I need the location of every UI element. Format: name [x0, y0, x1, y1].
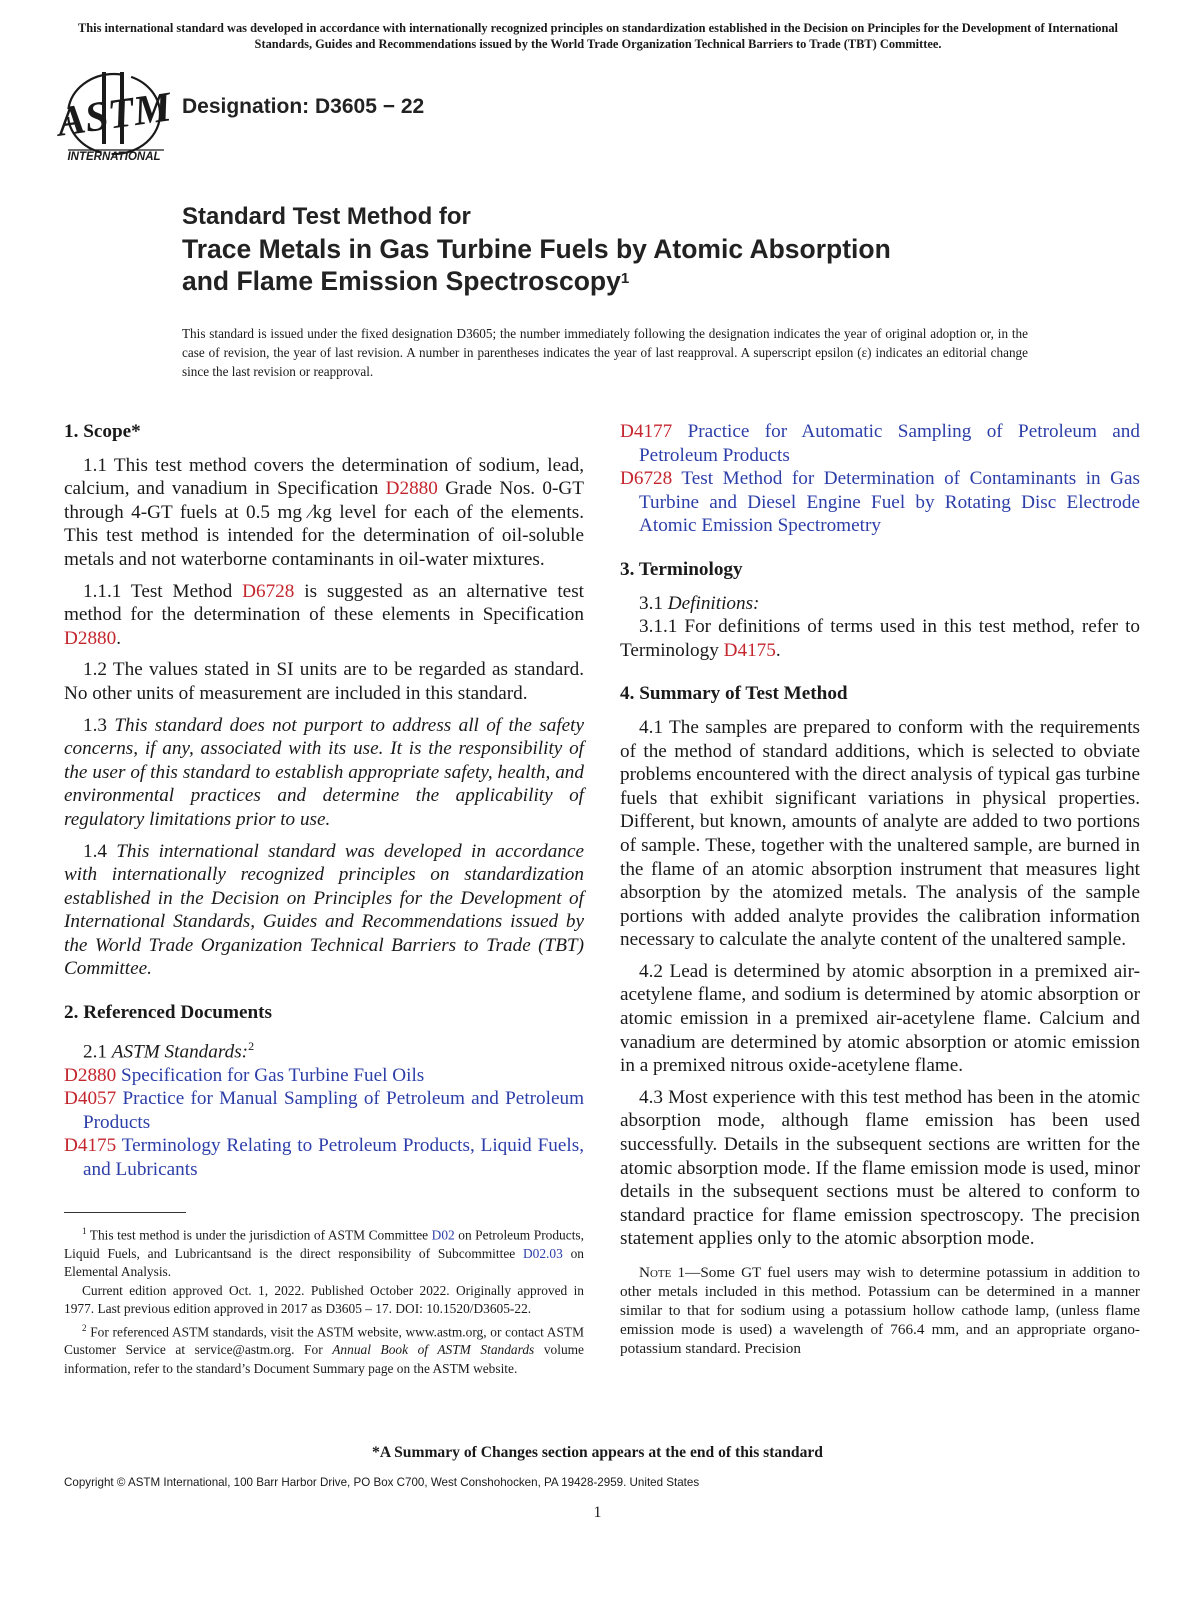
- text: Grade Nos. 0-GT through 4-GT fuels at 0.5 mg ⁄kg level for each of the elements. This test method is intended for the determination of oil-soluble metals and not waterborne contaminants in oil-water mixtures.: [64, 478, 584, 570]
- title-footnote-mark: 1: [620, 270, 630, 287]
- text: .: [775, 639, 781, 661]
- astm-logo: [54, 70, 174, 166]
- title-line-2: Trace Metals in Gas Turbine Fuels by Atomic Absorption: [182, 234, 891, 264]
- text: ASTM Standards:: [111, 1041, 249, 1063]
- text: 2.1: [83, 1041, 112, 1063]
- top-notice: This international standard was developed in accordance with internationally recognized principles on standardization established in the Decision on Principles for the Development of International Standards, Guides and Recommendations issued by the World Trade Organization Technical Barriers to Trade (TBT) Committee.: [77, 21, 1119, 51]
- text: —Some GT fuel users may wish to determine potassium in addition to other metals included in this method. Potassium can be determined in a manner similar to that for sodium using a potassium hollow cathode lamp, (unless flame emission mode is used) a wavelength of 766.4 mm, and an appropriate organo-potassium standard. Precision: [620, 1264, 1140, 1357]
- link-d4175[interactable]: D4175: [723, 639, 776, 661]
- text: This standard does not purport to address all of the safety concerns, if any, associated with its use. It is the responsibility of the user of this standard to establish appropriate safety, health, and environmental practices and determine the applicability of regulatory limitations prior to use.: [64, 714, 585, 830]
- reference-code[interactable]: D6728: [620, 468, 673, 490]
- text: 3.1.1 For definitions of terms used in this test method, refer to Terminology: [620, 616, 1140, 661]
- document-title: [182, 200, 891, 297]
- reference-item[interactable]: [64, 1087, 584, 1134]
- reference-title[interactable]: Practice for Automatic Sampling of Petroleum and Petroleum Products: [639, 421, 1140, 466]
- link-d2880[interactable]: D2880: [64, 627, 117, 649]
- text: is suggested as an alternative test method for the determination of these elements in Specification: [64, 580, 584, 626]
- paragraph-4-1: 4.1 The samples are prepared to conform with the requirements of the method of standard additions, which is selected to obviate problems encountered with the direct analysis of typical gas turbine fuels that exhibit significant variations in physical properties. Different, but known, amounts of analyte are added to two portions of sample. These, together with the unaltered sample, are burned in the flame of an atomic absorption instrument that measures light absorption by the atomized metals. The analysis of the sample portions with added analyte provides the calibration information necessary to calculate the analyte content of the unaltered sample.: [620, 716, 1140, 951]
- paragraph-4-2: 4.2 Lead is determined by atomic absorption in a premixed air-acetylene flame, and sodium is determined by atomic absorption or atomic emission in a premixed air-acetylene flame. Calcium and vanadium are determined by atomic absorption or atomic emission in a premixed nitrous oxide-acetylene flame.: [620, 960, 1140, 1077]
- summary-of-changes-note: *A Summary of Changes section appears at the end of this standard: [372, 1444, 823, 1461]
- footnote-1: [64, 1222, 584, 1282]
- copyright: Copyright © ASTM International, 100 Barr Harbor Drive, PO Box C700, West Conshohocken, PA 19428-2959. United States: [64, 1476, 700, 1489]
- reference-title[interactable]: Test Method for Determination of Contaminants in Gas Turbine and Diesel Engine Fuel by Rotating Disc Electrode Atomic Emission Spectrometry: [639, 468, 1140, 537]
- left-column: [64, 420, 584, 1182]
- text: on Elemental Analysis.: [64, 1245, 584, 1280]
- paragraph-2-1: [64, 1035, 584, 1064]
- paragraph-3-1: [620, 592, 1140, 616]
- reference-item[interactable]: [64, 1134, 584, 1181]
- footnote-mark: 2: [248, 1038, 255, 1053]
- paragraph-1-2: 1.2 The values stated in SI units are to be regarded as standard. No other units of measurement are included in this standard.: [64, 659, 584, 704]
- footnote-1-edition: Current edition approved Oct. 1, 2022. Published October 2022. Originally approved in 1977. Last previous edition approved in 2017 as D3605 – 17. DOI: 10.1520/D3605-22.: [64, 1282, 584, 1317]
- link-d6728[interactable]: D6728: [242, 580, 295, 602]
- text: 1.1.1 Test Method: [83, 580, 243, 602]
- reference-code[interactable]: D4175: [64, 1135, 117, 1157]
- astm-logo-icon: [54, 70, 174, 166]
- link-d2880[interactable]: D2880: [385, 478, 438, 500]
- paragraph-1-1-1: [64, 580, 584, 651]
- text: on Petroleum Products, Liquid Fuels, and Lubricantsand is the direct responsibility of Subcommittee: [64, 1227, 584, 1261]
- title-line-1: Standard Test Method for: [182, 203, 471, 230]
- text: .: [116, 627, 122, 649]
- title-line-3-text: and Flame Emission Spectroscopy: [182, 266, 621, 296]
- reference-code[interactable]: D4057: [64, 1088, 117, 1110]
- footnote-mark: 1: [82, 1226, 87, 1236]
- link-d02[interactable]: D02: [431, 1227, 455, 1243]
- text: For referenced ASTM standards, visit the ASTM website, www.astm.org, or contact ASTM Customer Service at service@astm.org. For: [64, 1323, 584, 1358]
- logo-subtext: INTERNATIONAL: [67, 151, 161, 163]
- paragraph-1-1: [64, 454, 584, 572]
- footnotes: [64, 1222, 584, 1378]
- text: volume information, refer to the standard’s Document Summary page on the ASTM website.: [64, 1342, 584, 1376]
- issuance-statement: This standard is issued under the fixed designation D3605; the number immediately following the designation indicates the year of original adoption or, in the case of revision, the year of last revision. A number in parentheses indicates the year of last reapproval. A superscript epsilon (ε) indicates an editorial change since the last revision or reapproval.: [182, 326, 1028, 379]
- section-heading-terminology: 3. Terminology: [620, 558, 743, 580]
- reference-code[interactable]: D4177: [620, 421, 673, 442]
- footnote-mark: 2: [82, 1322, 87, 1333]
- link-d02-03[interactable]: D02.03: [523, 1245, 563, 1261]
- reference-item[interactable]: [620, 420, 1140, 467]
- text: 1.1 This test method covers the determination of sodium, lead, calcium, and vanadium in Specification: [64, 454, 584, 500]
- reference-title[interactable]: Specification for Gas Turbine Fuel Oils: [116, 1064, 425, 1086]
- text: 3.1: [639, 592, 668, 614]
- text: 1.4: [83, 840, 117, 862]
- note-label: Note 1: [639, 1264, 686, 1281]
- text: 1.3: [83, 714, 115, 736]
- text: Annual Book of ASTM Standards: [332, 1342, 535, 1358]
- title-line-3: [182, 265, 891, 297]
- paragraph-1-3: [64, 714, 584, 832]
- reference-code[interactable]: D2880: [64, 1064, 117, 1086]
- text: This international standard was developed in accordance with internationally recognized principles on standardization established in the Decision on Principles for the Development of International Standards, Guides and Recommendations issued by the World Trade Organization Technical Barriers to Trade (TBT) Committee.: [64, 840, 585, 980]
- right-column: [620, 420, 1140, 1366]
- footnote-2: [64, 1319, 584, 1379]
- reference-title[interactable]: Practice for Manual Sampling of Petroleum and Petroleum Products: [83, 1088, 584, 1133]
- paragraph-4-3: 4.3 Most experience with this test method has been in the atomic absorption mode, although flame emission has been used successfully. Details in the subsequent sections are written for the atomic absorption mode. If the flame emission mode is used, minor details in the subsequent sections must be altered to conform to standard practice for flame emission spectroscopy. The precision statement applies only to the atomic absorption mode.: [620, 1086, 1140, 1250]
- reference-item[interactable]: [620, 467, 1140, 538]
- reference-item[interactable]: [64, 1064, 584, 1088]
- note-1: [620, 1263, 1140, 1358]
- section-heading-referenced-documents: 2. Referenced Documents: [64, 1002, 272, 1024]
- logo-text: ASTM: [54, 84, 174, 146]
- designation: Designation: D3605 − 22: [182, 95, 425, 118]
- text: This test method is under the jurisdiction of ASTM Committee: [86, 1227, 432, 1243]
- paragraph-1-4: [64, 840, 584, 982]
- page-number: 1: [593, 1504, 602, 1521]
- text: Definitions:: [667, 592, 760, 614]
- reference-title[interactable]: Terminology Relating to Petroleum Products, Liquid Fuels, and Lubricants: [83, 1135, 584, 1181]
- paragraph-3-1-1: [620, 615, 1140, 662]
- section-heading-scope: 1. Scope*: [64, 421, 141, 442]
- section-heading-summary: 4. Summary of Test Method: [620, 683, 848, 705]
- footnote-divider: [64, 1212, 186, 1213]
